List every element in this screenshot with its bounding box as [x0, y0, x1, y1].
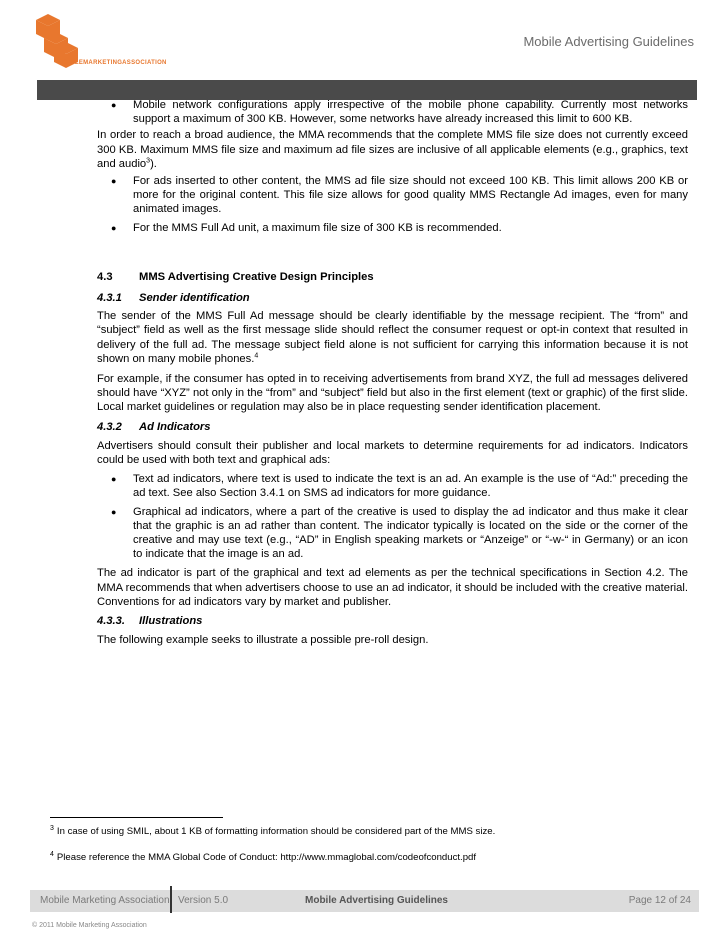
subsection-heading-4-3-3: 4.3.3. Illustrations: [97, 615, 203, 628]
footer-divider: [170, 886, 172, 913]
subsection-heading-4-3-2: 4.3.2 Ad Indicators: [97, 420, 211, 433]
footnote-3: $^3$ In case of using SMIL, about 1 KB of formatting information should be considered part of the MMS size.: [50, 824, 496, 837]
copyright: © 2011 Mobile Marketing Association: [32, 922, 147, 929]
bullet-full-ad-size: ● For the MMS Full Ad unit, a maximum file size of 300 KB is recommended.: [111, 221, 502, 234]
footer-bar: [30, 890, 699, 912]
bullet-graphical-ad-indicators: ● Graphical ad indicators, where a part of the creative is used to display the ad indicator and thus make it clear that the graphic is an ad rather than content. The indicator typically is located on the side or the corner of the creative and may use text (e.g., “AD” in English speaking markets or “Anzeige” or “-w-“ in Germany) or an icon to indicate that the image is an ad.: [111, 505, 688, 561]
page-body: [97, 96, 688, 648]
logo-wordmark: [58, 60, 167, 66]
paragraph-illustrations: The following example seeks to illustrate a possible pre-roll design.: [97, 634, 429, 647]
section-heading-4-3: 4.3 MMS Advertising Creative Design Principles: [97, 270, 374, 283]
footer-org: Mobile Marketing Association: [40, 895, 170, 906]
bullet-network-config: ● Mobile network configurations apply irrespective of the mobile phone capability. Currently most networks support a maximum of 300 KB. However, some networks have already increased this limit to 600 KB.: [111, 99, 688, 126]
paragraph-example-xyz: For example, if the consumer has opted in to receiving advertisements from brand XYZ, the full ad messages delivered should have “XYZ” not only in the “from” and “subject” field but also in the first element (text or graphic) of the first slide. Local market guidelines or regulation may also be in place requesting sender identification placement.: [97, 373, 688, 414]
footer-version: Version 5.0: [178, 895, 229, 906]
paragraph-audience: In order to reach a broad audience, the MMA recommends that the complete MMS file size does not currently exceed 300 KB. Maximum MMS file size and maximum ad file sizes are inclusive of all applicable elements (e.g., graphics, text and audio$^3$).: [97, 129, 688, 170]
bullet-text-ad-indicators: ● Text ad indicators, where text is used to indicate the text is an ad. An example is the use of “Ad:” preceding the ad text. See also Section 3.4.1 on SMS ad indicators for more guidance.: [111, 473, 688, 500]
logo-text: MOBILEMARKETINGASSOCIATION: [58, 60, 167, 66]
footnote-divider: [50, 817, 223, 818]
paragraph-sender-id: The sender of the MMS Full Ad message should be clearly identifiable by the message recipient. The “from” and “subject” field as well as the first message slide should reflect the consumer request or opt-in context that resulted in delivery of the full ad. The message subject field alone is not sufficient for carrying this information because it is not shown on many mobile phones.$^4$: [97, 310, 688, 365]
footnote-4: $^4$ Please reference the MMA Global Code of Conduct: http://www.mmaglobal.com/codeofconduct.pdf: [50, 850, 477, 863]
subsection-heading-4-3-1: 4.3.1 Sender identification: [97, 292, 250, 305]
footer-doc-title: Mobile Advertising Guidelines: [305, 895, 448, 906]
paragraph-ad-indicators: Advertisers should consult their publisher and local markets to determine requirements for ad indicators. Indicators could be used with both text and graphical ads:: [97, 439, 688, 467]
paragraph-ad-indicator-spec: The ad indicator is part of the graphical and text ad elements as per the technical specifications in Section 4.2. The MMA recommends that when advertisers choose to use an ad indicator, it should be included with the creative material. Conventions for ad indicators vary by market and publisher.: [97, 567, 688, 608]
bullet-ad-file-size: ● For ads inserted to other content, the MMS ad file size should not exceed 100 KB. This limit allows 200 KB or more for the original content. This file size allows for good quality MMS Rectangle Ad images, even for many animated images.: [111, 175, 688, 216]
header-title: Mobile Advertising Guidelines: [523, 34, 694, 49]
footer-page-number: Page 12 of 24: [628, 895, 691, 906]
